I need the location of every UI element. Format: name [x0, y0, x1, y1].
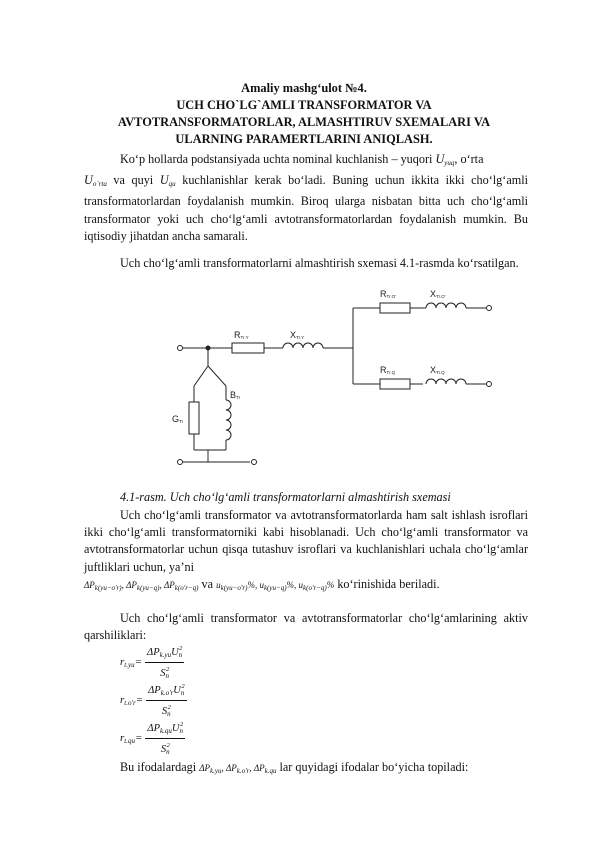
- resistor-r-tr-o: [380, 303, 410, 313]
- output-terminal-o: [487, 306, 492, 311]
- susceptance-b-tr: [226, 400, 231, 440]
- symbol-u-yuq-sub: yuq: [444, 159, 455, 167]
- figure-caption: 4.1-rasm. Uch cho‘lg‘amli transformatorlarni almashtirish sxemasi: [120, 490, 451, 504]
- paragraph-5: Bu ifodalardagi $\Delta P_{k.yu}$, $\Delta P_{k.o'r}$, $\Delta P_{k.qu}$ lar quyidagi ifodalar bo‘yicha topiladi:: [120, 760, 469, 775]
- label-r-tr-o: RTr.O': [380, 289, 396, 299]
- document-title: [80, 80, 528, 148]
- label-x-tr-y: XTr.Y: [290, 330, 305, 340]
- symbol-u-qu-sub: qu: [168, 180, 176, 189]
- title-line-2: UCH CHO`LG`AMLI TRANSFORMATOR VA: [176, 98, 432, 112]
- formula-r-t-qu: $r_{t.qu}=$ $\frac{\Delta P_{k.qu}U_n^2}{S_n^2}$: [120, 718, 185, 759]
- symbol-u-orta-sub: o`rta: [92, 180, 107, 189]
- para3-voltage-symbols: $u_{k(yu-o'r)}\%$, $u_{k(yu-q)}\%$, $u_{k(o'r-q)}\%$: [216, 579, 335, 592]
- para1-text-a: Ko‘p hollarda podstansiyada uchta nominal kuchlanish – yuqori: [120, 152, 436, 166]
- para1-text-d: kuchlanishlar kerak bo‘ladi. Buning uchun ikkita ikki cho‘lg‘amli transformatorlardan foydalanish mumkin. Biroq ularga nisbatan bitta uch cho‘lg‘amli transformator yoki uch cho‘lg‘amli avtotransformatorlardan foydalanish mumkin. Bu iqtisodiy jihatdan ancha samarali.: [84, 173, 528, 243]
- conductance-g-tr: [189, 402, 199, 434]
- resistor-r-tr-y: [232, 343, 264, 353]
- symbol-u-qu: U: [159, 173, 169, 188]
- para3-text: Uch cho‘lg‘amli transformator va avtotransformatorlarda ham salt ishlash isroflari ikki cho‘lg‘amli transformatorniki kabi hisoblanadi. Uch cho‘lg‘amli transformator va avtotransformatorlar uchun qisqa tutashuv isroflari va kuchlanishlari uchala cho‘lg‘amlar juftliklari uchun, ya’ni: [84, 508, 528, 574]
- label-g-tr: GTr: [172, 414, 184, 424]
- para1-text-b: , o‘rta: [454, 152, 484, 166]
- inductor-x-tr-y: [283, 343, 323, 348]
- ground-terminal-left: [178, 460, 183, 465]
- symbol-u-orta: U: [84, 173, 93, 188]
- equivalent-circuit-diagram: [168, 282, 428, 482]
- title-line-1: Amaliy mashg‘ulot №4.: [241, 81, 367, 95]
- paragraph-3: Uch cho‘lg‘amli transformator va avtotransformatorlarda ham salt ishlash isroflari ikki cho‘lg‘amli transformatorniki kabi hisoblanadi. Uch cho‘lg‘amli transformator va avtotransformatorlar uchun qisqa tutashuv isroflari va kuchlanishlari uchala cho‘lg‘amlar juftliklari uchun, ya’ni $\Delta P_{k(yu-o'r)}$, $\Delta P_{k(yu-q)}$, $\Delta P_{k(o'r-q)}$ va $u_{k(yu-o'r)}\%$, $u_{k(yu-q)}\%$, $u_{k(o'r-q)}\%$ ko‘rinishida beriladi.: [84, 508, 528, 592]
- label-r-tr-q: RTr.Q: [380, 365, 396, 375]
- ground-terminal-right: [252, 460, 257, 465]
- title-line-3: AVTOTRANSFORMATORLAR, ALMASHTIRUV SXEMALARI VA: [117, 115, 491, 129]
- formula-r-t-or: $r_{t.o'r}=$ $\frac{\Delta P_{k.o'r}U_n^2}{S_n^2}$: [120, 680, 187, 721]
- paragraph-1: [84, 151, 528, 245]
- formula-r-t-yu: $r_{t.yu}=$ $\frac{\Delta P_{k.yu}U_n^2}{S_n^2}$: [120, 642, 184, 683]
- label-r-tr-y: RTr.Y: [234, 330, 249, 340]
- inductor-x-tr-o: [426, 303, 466, 308]
- paragraph-2: Uch cho‘lg‘amli transformatorlarni almashtirish sxemasi 4.1-rasmda ko‘rsatilgan.: [120, 256, 519, 270]
- para5-loss-symbols: $\Delta P_{k.yu}$, $\Delta P_{k.o'r}$, $\Delta P_{k.qu}$: [199, 763, 277, 775]
- title-line-4: ULARNING PARAMERTLARINI ANIQLASH.: [175, 132, 433, 146]
- label-x-tr-q: XTr.Q: [430, 365, 445, 375]
- para3-loss-symbols: $\Delta P_{k(yu-o'r)}$, $\Delta P_{k(yu-q)}$, $\Delta P_{k(o'r-q)}$: [84, 579, 199, 592]
- symbol-u-yuq: U: [435, 152, 445, 166]
- label-x-tr-o: XTr.O': [430, 289, 446, 299]
- inductor-x-tr-q: [426, 379, 466, 384]
- output-branches: [410, 282, 510, 402]
- para1-text-c: va quyi: [106, 173, 160, 188]
- output-terminal-q: [487, 382, 492, 387]
- label-b-tr: BTr: [230, 390, 241, 400]
- resistor-r-tr-q: [380, 379, 410, 389]
- paragraph-4: Uch cho‘lg‘amli transformator va avtotransformatorlar cho‘lg‘amlarining aktiv qarshiliklari:: [84, 611, 528, 643]
- input-terminal: [178, 346, 183, 351]
